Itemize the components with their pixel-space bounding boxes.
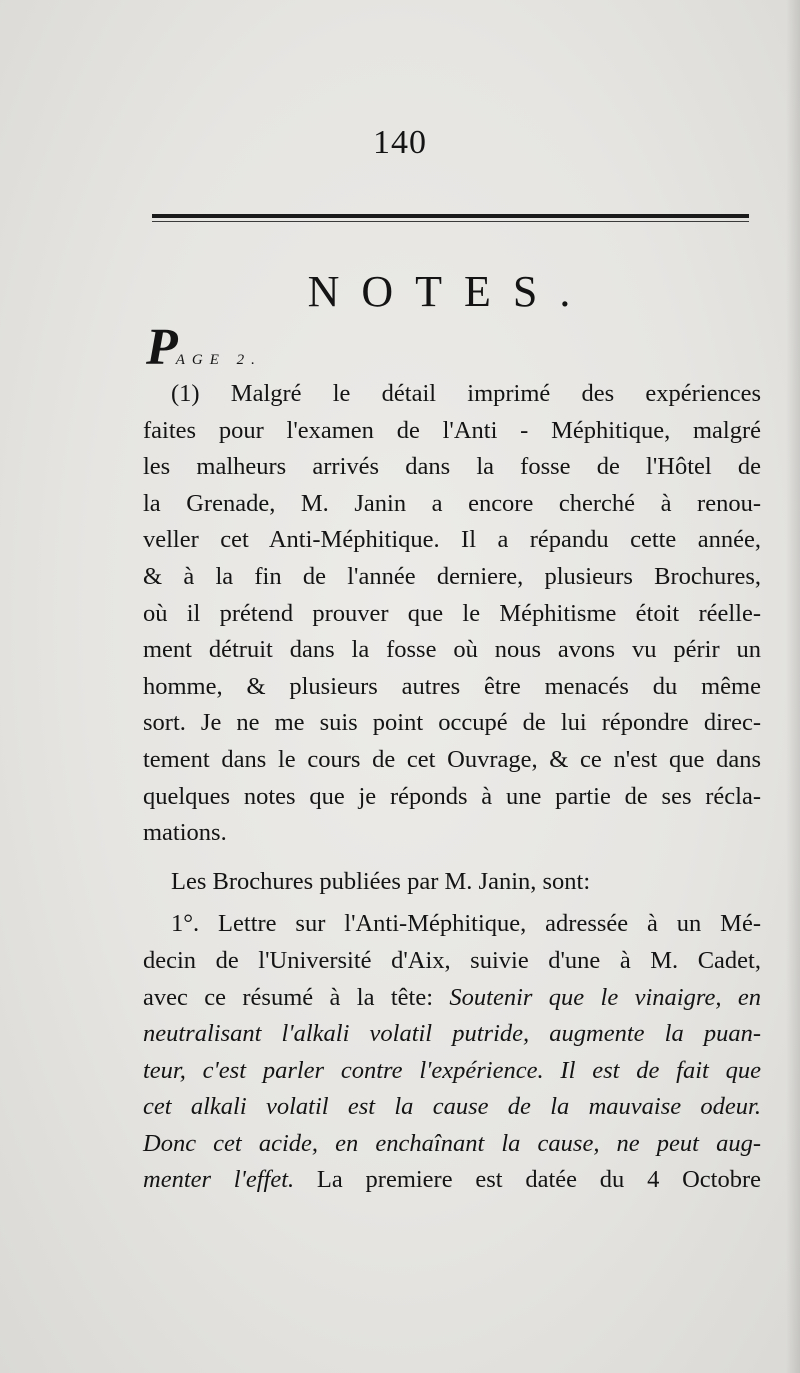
note-line: les malheurs arrivés dans la fosse de l'Hôtel de: [143, 453, 761, 481]
page-reference-rest: AGE 2.: [175, 352, 262, 368]
note-line: sort. Je ne me suis point occupé de lui répondre direc-: [143, 709, 761, 737]
note-line: & à la fin de l'année derniere, plusieurs Brochures,: [143, 562, 761, 590]
notes-body: [143, 376, 761, 1199]
note-line: la Grenade, M. Janin a encore cherché à renou-: [143, 489, 761, 517]
item-line: [143, 1162, 761, 1199]
note-line: où il prétend prouver que le Méphitisme étoit réelle-: [143, 599, 761, 627]
brochure-item-1: [143, 906, 761, 1199]
item-line-italic: Soutenir que le vinaigre, en: [449, 983, 761, 1011]
notes-heading: NOTES.: [307, 267, 593, 316]
note-line: faites pour l'examen de l'Anti - Méphitique, malgré: [143, 416, 761, 444]
note-line: (1) Malgré le détail imprimé des expériences: [171, 380, 761, 407]
item-line: 1°. Lettre sur l'Anti-Méphitique, adressée à un Mé-: [171, 910, 761, 938]
note-line: quelques notes que je réponds à une partie de ses récla-: [143, 782, 761, 810]
note-line: tement dans le cours de cet Ouvrage, & ce n'est que dans: [143, 745, 761, 773]
item-line: [143, 1016, 761, 1053]
item-line-plain: avec ce résumé à la tête:: [143, 983, 450, 1011]
item-line: [143, 1126, 761, 1163]
note-line: homme, & plusieurs autres être menacés du même: [143, 672, 761, 700]
page-reference: [146, 318, 262, 377]
item-line-italic: cet alkali volatil est la cause de la mauvaise odeur.: [143, 1093, 761, 1121]
note-line: veller cet Anti-Méphitique. Il a répandu cette année,: [143, 526, 761, 554]
item-line-italic: Donc cet acide, en enchaînant la cause, ne peut aug-: [143, 1129, 761, 1157]
item-line: decin de l'Université d'Aix, suivie d'une à M. Cadet,: [143, 946, 761, 974]
item-line: [143, 1053, 761, 1090]
note-1: [143, 376, 761, 852]
page-number: 140: [373, 124, 427, 161]
header-rule-thin: [152, 221, 749, 222]
item-line-plain: La premiere est datée du 4 Octobre: [294, 1166, 762, 1194]
item-line-italic: neutralisant l'alkali volatil putride, augmente la puan-: [143, 1020, 761, 1048]
item-line-italic: menter l'effet.: [143, 1166, 295, 1194]
note-line: mations.: [143, 819, 227, 847]
note-line: ment détruit dans la fosse où nous avons vu périr un: [143, 636, 761, 664]
page-edge-shadow: [786, 0, 800, 1373]
item-line-italic: teur, c'est parler contre l'expérience. Il est de fait que: [143, 1056, 761, 1084]
page-reference-initial: P: [146, 319, 176, 376]
header-rule: [152, 214, 749, 218]
item-line: [143, 980, 761, 1017]
brochures-intro: Les Brochures publiées par M. Janin, sont:: [171, 867, 591, 895]
item-line: [143, 1089, 761, 1126]
